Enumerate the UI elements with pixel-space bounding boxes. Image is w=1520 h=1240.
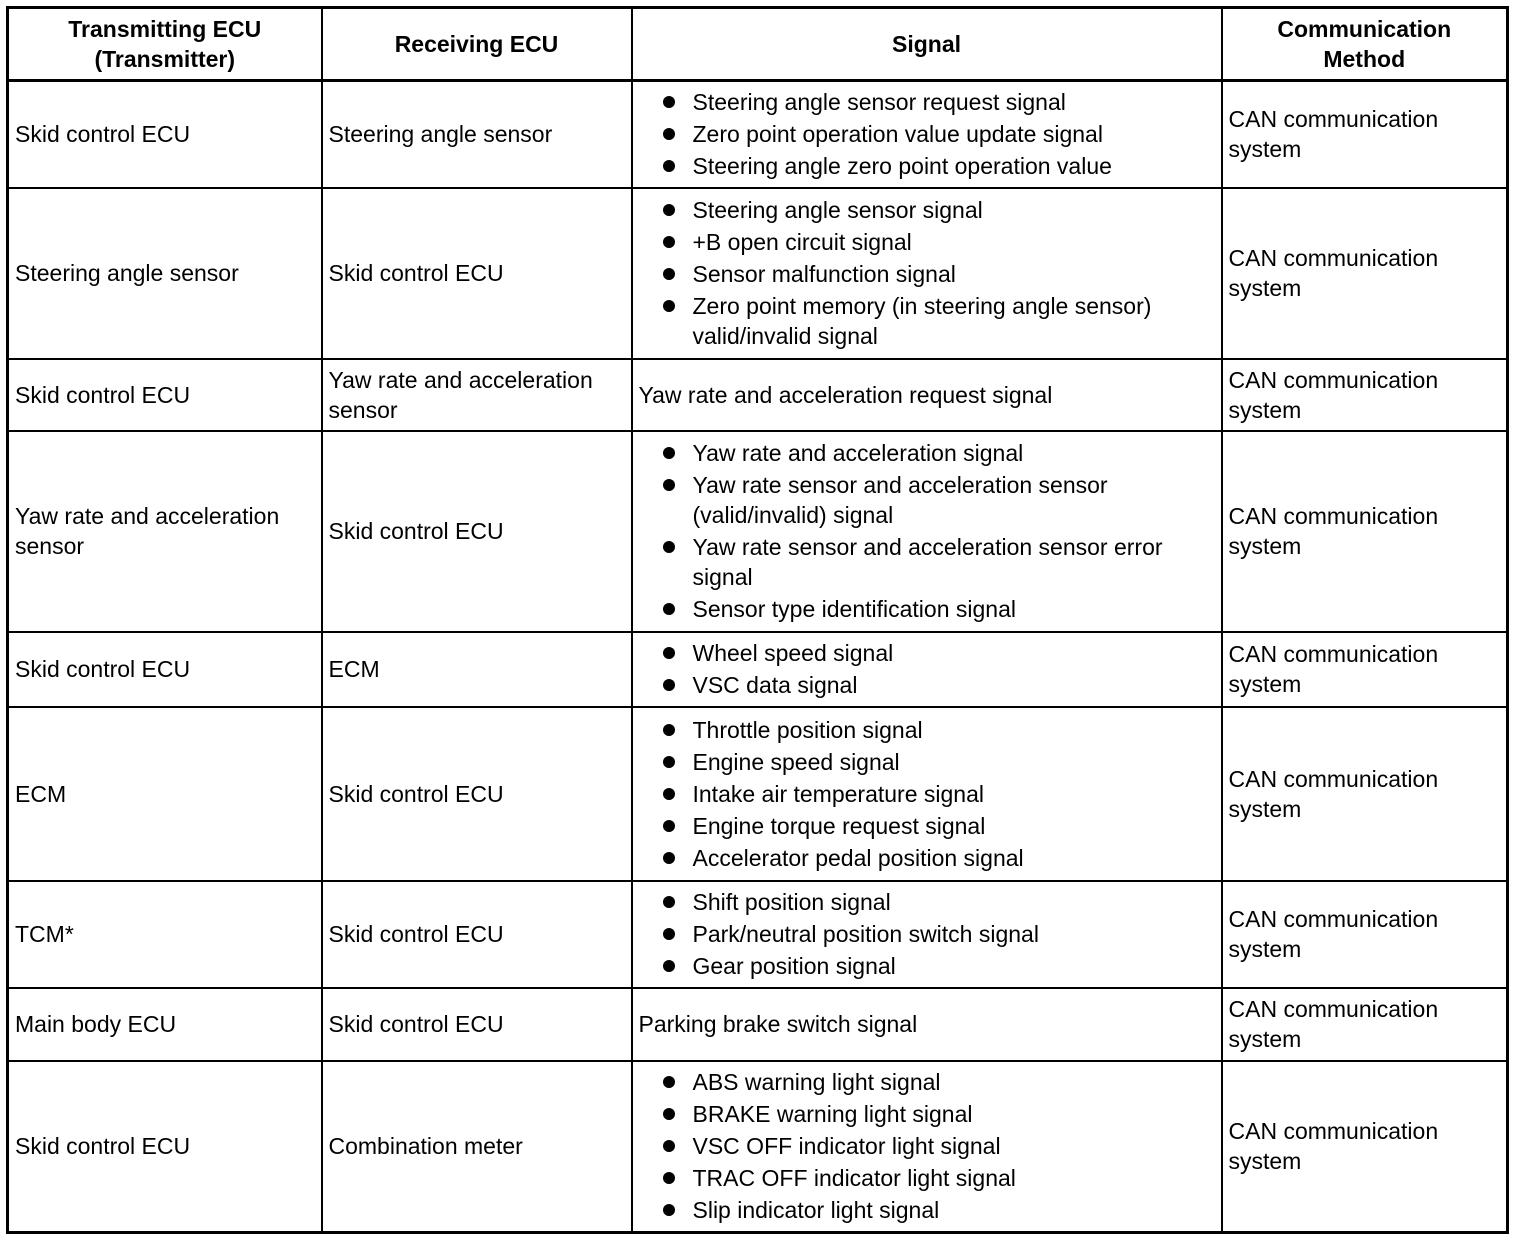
signal-item: Accelerator pedal position signal bbox=[661, 843, 1215, 873]
signal-item: Zero point operation value update signal bbox=[661, 119, 1215, 149]
signal-cell bbox=[632, 431, 1222, 632]
header-signal: Signal bbox=[632, 8, 1222, 81]
table-row bbox=[8, 881, 1508, 988]
signal-list bbox=[639, 715, 1215, 873]
header-communication-method: Communication Method bbox=[1222, 8, 1508, 81]
signal-item: Intake air temperature signal bbox=[661, 779, 1215, 809]
receiver-cell: Skid control ECU bbox=[322, 881, 632, 988]
signal-item: Steering angle sensor request signal bbox=[661, 87, 1215, 117]
signal-item: Yaw rate sensor and acceleration sensor error signal bbox=[661, 532, 1215, 592]
signal-item: Steering angle zero point operation value bbox=[661, 151, 1215, 181]
receiver-cell: Skid control ECU bbox=[322, 707, 632, 881]
transmitter-cell: Yaw rate and acceleration sensor bbox=[8, 431, 322, 632]
signal-item: Sensor type identification signal bbox=[661, 594, 1215, 624]
signal-cell bbox=[632, 188, 1222, 359]
method-cell: CAN communication system bbox=[1222, 359, 1508, 431]
signal-item: BRAKE warning light signal bbox=[661, 1099, 1215, 1129]
signal-item: Yaw rate and acceleration signal bbox=[661, 438, 1215, 468]
header-transmitting-ecu: Transmitting ECU (Transmitter) bbox=[8, 8, 322, 81]
method-cell: CAN communication system bbox=[1222, 988, 1508, 1061]
table-header bbox=[8, 8, 1508, 81]
receiver-cell: Skid control ECU bbox=[322, 431, 632, 632]
table-row bbox=[8, 988, 1508, 1061]
receiver-cell: Skid control ECU bbox=[322, 988, 632, 1061]
table-row bbox=[8, 707, 1508, 881]
signal-item: Throttle position signal bbox=[661, 715, 1215, 745]
signal-item: ABS warning light signal bbox=[661, 1067, 1215, 1097]
signal-cell bbox=[632, 632, 1222, 707]
table-row bbox=[8, 81, 1508, 188]
method-cell: CAN communication system bbox=[1222, 431, 1508, 632]
transmitter-cell: ECM bbox=[8, 707, 322, 881]
receiver-cell: Skid control ECU bbox=[322, 188, 632, 359]
table-row bbox=[8, 632, 1508, 707]
signal-cell bbox=[632, 707, 1222, 881]
method-cell: CAN communication system bbox=[1222, 1061, 1508, 1233]
method-cell: CAN communication system bbox=[1222, 707, 1508, 881]
signal-list bbox=[639, 195, 1215, 351]
signal-list bbox=[639, 438, 1215, 624]
transmitter-cell: Steering angle sensor bbox=[8, 188, 322, 359]
receiver-cell: ECM bbox=[322, 632, 632, 707]
transmitter-cell: Skid control ECU bbox=[8, 81, 322, 188]
table-body bbox=[8, 81, 1508, 1233]
table-row bbox=[8, 1061, 1508, 1233]
signal-cell: Parking brake switch signal bbox=[632, 988, 1222, 1061]
signal-item: VSC OFF indicator light signal bbox=[661, 1131, 1215, 1161]
signal-item: Yaw rate sensor and acceleration sensor (valid/invalid) signal bbox=[661, 470, 1215, 530]
signal-item: Engine torque request signal bbox=[661, 811, 1215, 841]
transmitter-cell: Skid control ECU bbox=[8, 632, 322, 707]
table-row bbox=[8, 431, 1508, 632]
transmitter-cell: Skid control ECU bbox=[8, 1061, 322, 1233]
signal-cell: Yaw rate and acceleration request signal bbox=[632, 359, 1222, 431]
transmitter-cell: TCM* bbox=[8, 881, 322, 988]
table-row bbox=[8, 359, 1508, 431]
signal-cell bbox=[632, 81, 1222, 188]
signal-item: Shift position signal bbox=[661, 887, 1215, 917]
signal-cell bbox=[632, 1061, 1222, 1233]
table-row bbox=[8, 188, 1508, 359]
signal-item: Wheel speed signal bbox=[661, 638, 1215, 668]
signal-item: Sensor malfunction signal bbox=[661, 259, 1215, 289]
signal-item: Engine speed signal bbox=[661, 747, 1215, 777]
signal-item: Zero point memory (in steering angle sensor) valid/invalid signal bbox=[661, 291, 1215, 351]
signal-item: Slip indicator light signal bbox=[661, 1195, 1215, 1225]
receiver-cell: Yaw rate and acceleration sensor bbox=[322, 359, 632, 431]
header-row bbox=[8, 8, 1508, 81]
signal-item: Gear position signal bbox=[661, 951, 1215, 981]
method-cell: CAN communication system bbox=[1222, 881, 1508, 988]
signal-list bbox=[639, 1067, 1215, 1225]
signal-list bbox=[639, 87, 1215, 181]
method-cell: CAN communication system bbox=[1222, 188, 1508, 359]
transmitter-cell: Skid control ECU bbox=[8, 359, 322, 431]
header-receiving-ecu: Receiving ECU bbox=[322, 8, 632, 81]
signal-item: Park/neutral position switch signal bbox=[661, 919, 1215, 949]
signal-list bbox=[639, 887, 1215, 981]
signal-cell bbox=[632, 881, 1222, 988]
method-cell: CAN communication system bbox=[1222, 81, 1508, 188]
method-cell: CAN communication system bbox=[1222, 632, 1508, 707]
signal-item: VSC data signal bbox=[661, 670, 1215, 700]
receiver-cell: Combination meter bbox=[322, 1061, 632, 1233]
transmitter-cell: Main body ECU bbox=[8, 988, 322, 1061]
signal-item: TRAC OFF indicator light signal bbox=[661, 1163, 1215, 1193]
signal-item: +B open circuit signal bbox=[661, 227, 1215, 257]
signal-list bbox=[639, 638, 1215, 700]
signal-item: Steering angle sensor signal bbox=[661, 195, 1215, 225]
signal-table bbox=[6, 6, 1509, 1234]
receiver-cell: Steering angle sensor bbox=[322, 81, 632, 188]
